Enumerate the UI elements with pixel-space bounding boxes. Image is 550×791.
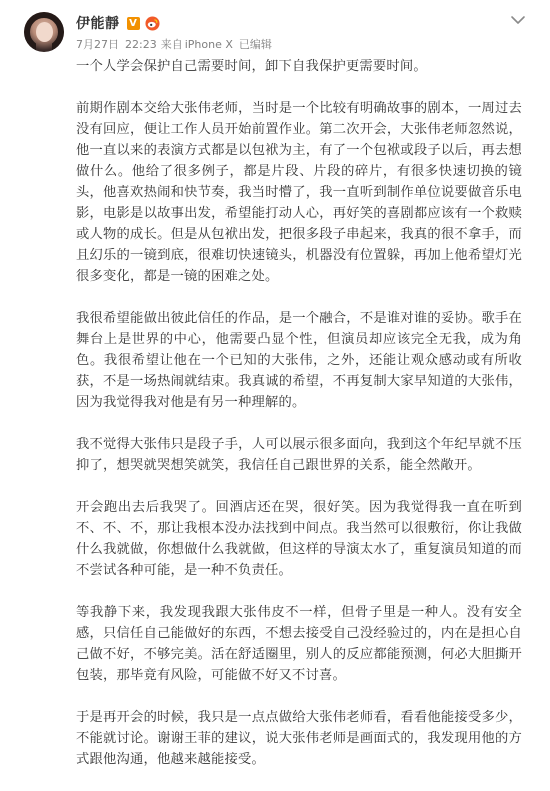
- source-label: 来自: [160, 38, 183, 51]
- user-avatar[interactable]: [24, 12, 64, 52]
- chevron-down-icon[interactable]: [510, 14, 526, 26]
- paragraph-7: 于是再开会的时候，我只是一点点做给大张伟老师看，看看他能接受多少，不能就讨论。谢谢王菲的建议，说大张伟老师是画面式的，我发现用他的方式跟他沟通，他越来越能接受。: [76, 710, 522, 767]
- source-device[interactable]: iPhone X: [184, 37, 233, 51]
- post-header: [76, 12, 510, 52]
- vip-verified-icon[interactable]: V: [127, 17, 140, 30]
- paragraph-4: 我不觉得大张伟只是段子手，人可以展示很多面向，我到这个年纪早就不压抑了，想哭就哭想笑就笑，我信任自己跟世界的关系，能全然敞开。: [76, 437, 522, 473]
- post-date[interactable]: 7月27日: [76, 38, 119, 51]
- edited-label[interactable]: 已编辑: [238, 38, 272, 51]
- post-meta: [76, 36, 510, 52]
- avatar-face: [36, 22, 53, 42]
- post-time[interactable]: 22:23: [125, 37, 157, 51]
- post-content: [76, 56, 522, 791]
- paragraph-5: 开会跑出去后我哭了。回酒店还在哭，很好笑。因为我觉得我一直在听到不、不、不，那让我根本没办法找到中间点。我当然可以很敷衍，你让我做什么我就做，你想做什么我就做，但这样的导演太水了，重复演员知道的而不尝试各种可能，是一种不负责任。: [76, 500, 522, 578]
- paragraph-2: 前期作剧本交给大张伟老师，当时是一个比较有明确故事的剧本，一周过去没有回应，便让工作人员开始前置作业。第二次开会，大张伟老师忽然说，他一直以来的表演方式都是以包袱为主，有了一个包袱或段子以后，再去想做什么。他给了很多例子，都是片段、片段的碎片，有很多快速切换的镜头，他喜欢热闹和快节奏，我当时懵了，我一直听到制作单位说要做音乐电影，电影是以故事出发，希望能打动人心，再好笑的喜剧都应该有一个救赎或人物的成长。但是从包袱出发，把很多段子串起来，我真的很不拿手，而且幻乐的一镜到底，很难切快速镜头，机器没有位置躲，再加上他希望灯光很多变化，都是一镜的困难之处。: [76, 101, 522, 284]
- paragraph-6: 等我静下来，我发现我跟大张伟皮不一样，但骨子里是一种人。没有安全感，只信任自己能做好的东西，不想去接受自己没经验过的，内在是担心自己做不好，不够完美。活在舒适圈里，别人的反应都能预测，何必大胆撕开包装，那毕竟有风险，可能做不好又不讨喜。: [76, 605, 522, 683]
- paragraph-1: 一个人学会保护自己需要时间，卸下自我保护更需要时间。: [76, 59, 427, 74]
- weibo-member-icon[interactable]: [145, 16, 160, 31]
- author-name[interactable]: 伊能靜: [76, 16, 120, 32]
- paragraph-3: 我很希望能做出彼此信任的作品，是一个融合，不是谁对谁的妥协。歌手在舞台上是世界的中心，他需要凸显个性，但演员却应该完全无我，成为角色。我很希望让他在一个已知的大张伟，之外，还能让观众感动或有所收获，不是一场热闹就结束。我真诚的希望，不再复制大家早知道的大张伟，因为我觉得我对他是有另一种理解的。: [76, 311, 522, 410]
- name-row: [76, 12, 510, 34]
